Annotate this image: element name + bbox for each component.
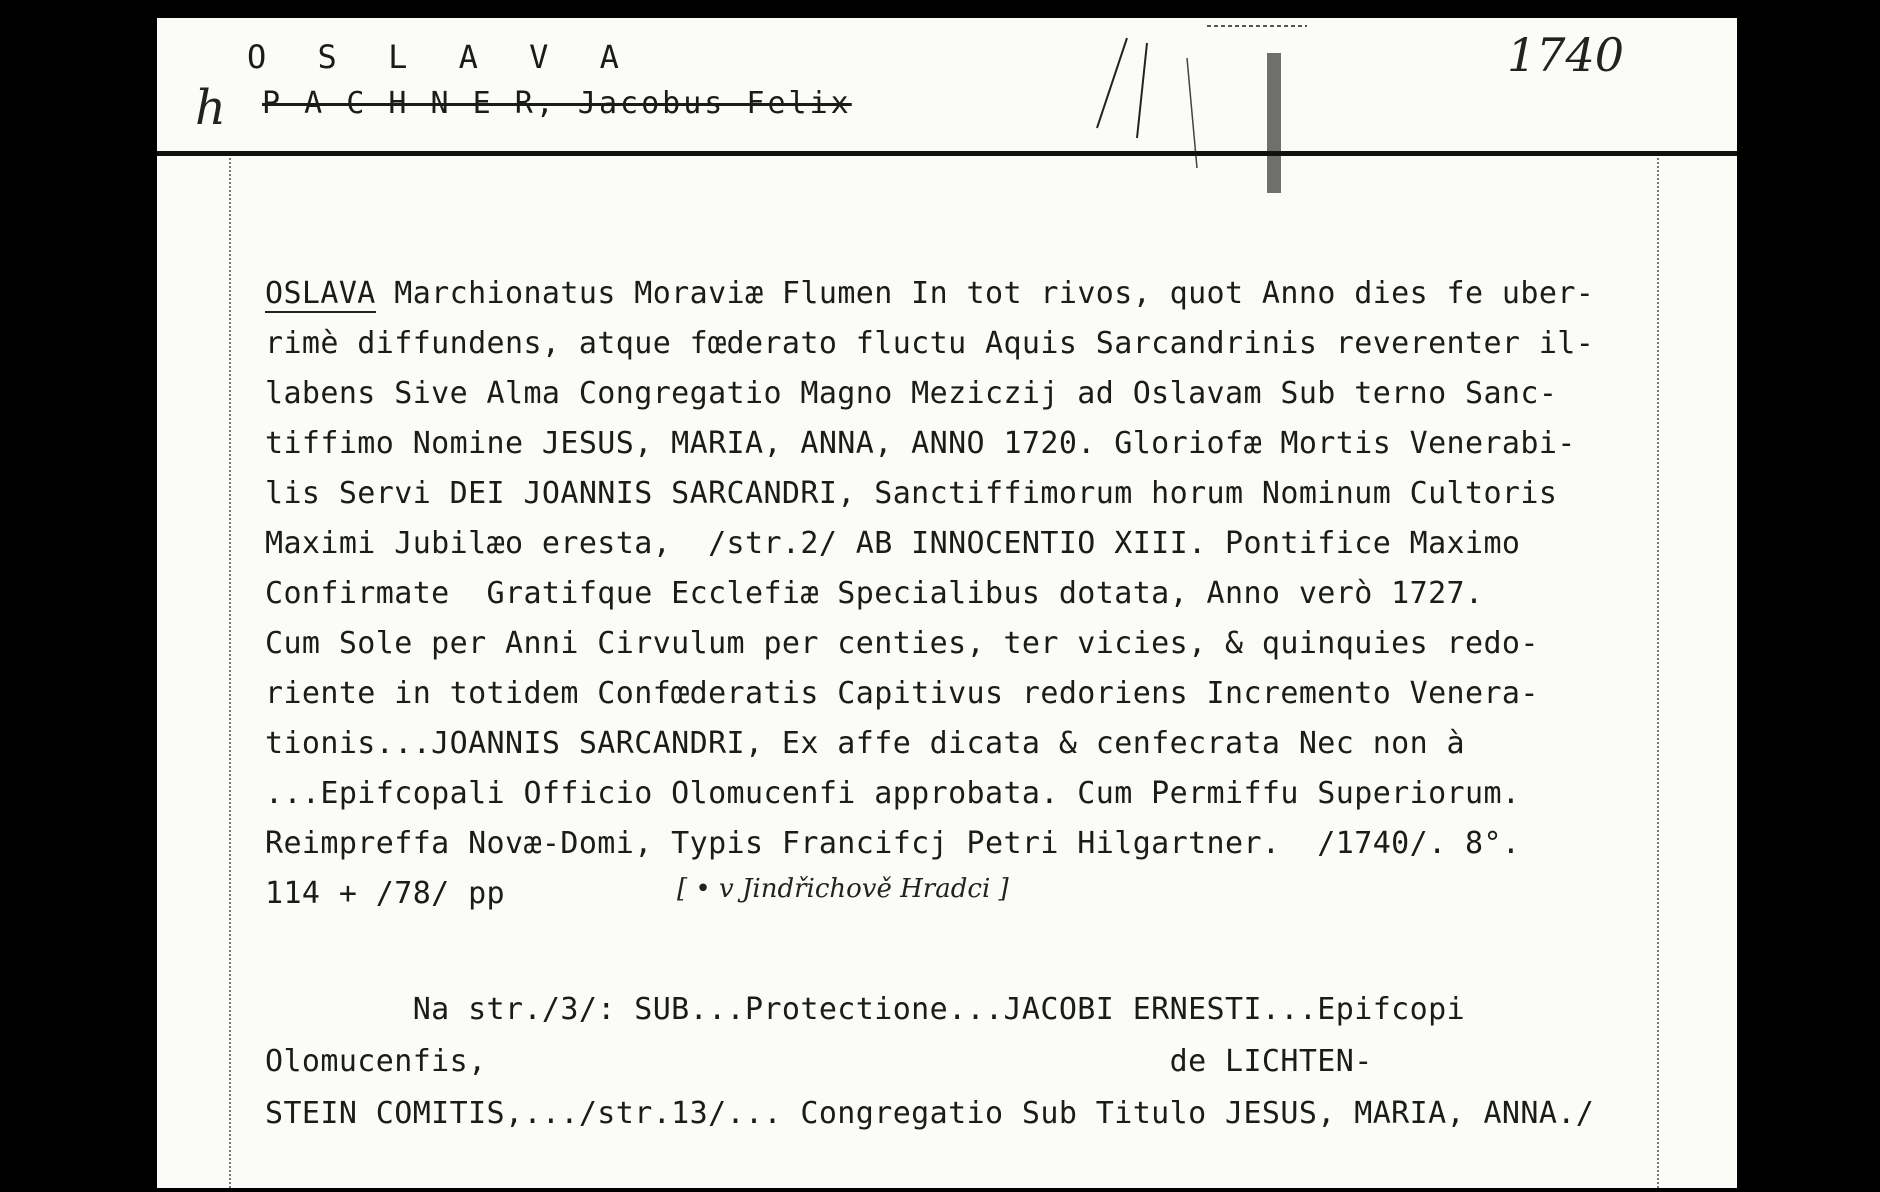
body-line: Na str./3/: SUB...Protectione...JACOBI ERNESTI...Epifcopi <box>265 992 1465 1027</box>
body-line: Maximi Jubilæo eresta, /str.2/ AB INNOCENTIO XIII. Pontifice Maximo <box>265 526 1521 561</box>
catalog-card <box>157 18 1737 1188</box>
body-line: Cum Sole per Anni Cirvulum per centies, ter vicies, & quinquies redo- <box>265 626 1539 661</box>
handwritten-mark: h <box>195 80 226 136</box>
body-line: Olomucenfis, de LICHTEN- <box>265 1044 1373 1079</box>
body-line: OSLAVA Marchionatus Moraviæ Flumen In tot rivos, quot Anno dies fe uber- <box>265 276 1595 311</box>
body-line: rimè diffundens, atque fœderato fluctu Aquis Sarcandrinis reverenter il- <box>265 326 1595 361</box>
entry-headword: OSLAVA <box>265 276 376 311</box>
left-margin-line <box>229 158 231 1188</box>
body-line: lis Servi DEI JOANNIS SARCANDRI, Sanctiffimorum horum Nominum Cultoris <box>265 476 1558 511</box>
right-margin-line <box>1657 158 1659 1188</box>
header-rule <box>157 151 1737 156</box>
body-line: labens Sive Alma Congregatio Magno Meziczij ad Oslavam Sub terno Sanc- <box>265 376 1558 411</box>
struck-author-name: P A C H N E R, Jacobus Felix <box>262 86 852 121</box>
handwritten-location-note: [ • v Jindřichově Hradci ] <box>677 874 1009 904</box>
body-line: Reimpreffa Novæ-Domi, Typis Francifcj Petri Hilgartner. /1740/. 8°. <box>265 826 1521 861</box>
card-title: O S L A V A <box>247 38 635 76</box>
pen-strokes-graphic <box>1047 18 1447 208</box>
body-line: Confirmate Gratifque Ecclefiæ Specialibus dotata, Anno verò 1727. <box>265 576 1484 611</box>
body-line: tionis...JOANNIS SARCANDRI, Ex affe dicata & cenfecrata Nec non à <box>265 726 1465 761</box>
handwritten-year: 1740 <box>1507 28 1625 82</box>
body-line: ...Epifcopali Officio Olomucenfi approbata. Cum Permiffu Superiorum. <box>265 776 1521 811</box>
body-line: tiffimo Nomine JESUS, MARIA, ANNA, ANNO 1720. Gloriofæ Mortis Venerabi- <box>265 426 1576 461</box>
body-line: STEIN COMITIS,.../str.13/... Congregatio Sub Titulo JESUS, MARIA, ANNA./ <box>265 1096 1595 1131</box>
body-line: riente in totidem Confœderatis Capitivus redoriens Incremento Venera- <box>265 676 1539 711</box>
body-line: 114 + /78/ pp <box>265 876 505 911</box>
